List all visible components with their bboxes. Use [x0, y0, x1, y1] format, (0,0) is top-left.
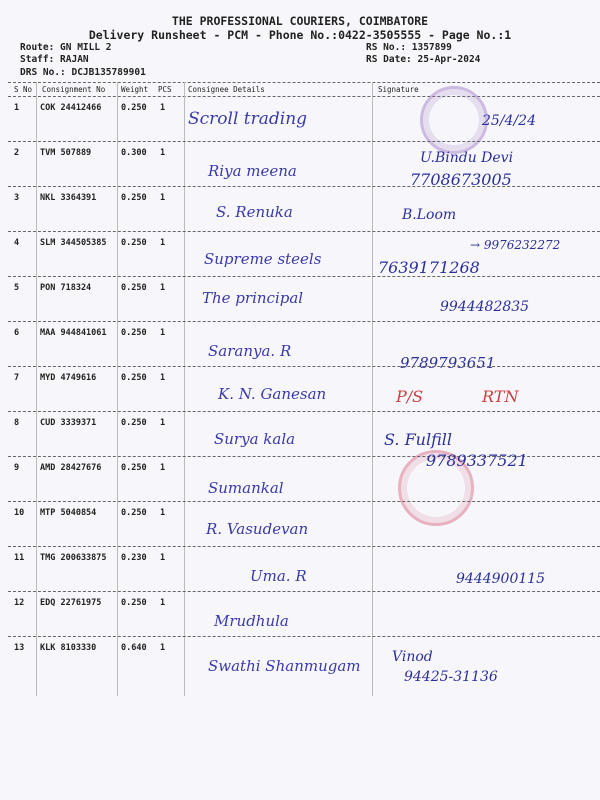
row-pcs: 1: [160, 418, 166, 428]
consignee-handwriting: The principal: [202, 289, 304, 307]
signature-note: S. Fulfill: [384, 430, 452, 449]
table-row: [0, 637, 600, 685]
row-sno: 4: [14, 238, 20, 248]
row-weight: 0.250: [121, 373, 147, 383]
row-weight: 0.250: [121, 463, 147, 473]
table-row: [0, 451, 600, 502]
staff-label: Staff: RAJAN: [20, 54, 89, 65]
signature-phone: 7639171268: [378, 258, 480, 277]
table-row: [0, 277, 600, 322]
row-weight: 0.300: [121, 148, 147, 158]
rs-date: RS Date: 25-Apr-2024: [366, 54, 481, 65]
row-consignment-no: AMD 28427676: [40, 463, 102, 473]
row-pcs: 1: [160, 508, 166, 518]
row-consignment-no: MTP 5040854: [40, 508, 97, 518]
route-label: Route: GN MILL 2: [20, 42, 112, 53]
signature-note: P/S: [396, 387, 424, 406]
column-header-consignee: Consignee Details: [188, 85, 265, 94]
row-sno: 13: [14, 643, 25, 653]
signature-phone: 94425-31136: [404, 669, 498, 685]
table-row: [0, 367, 600, 412]
row-consignment-no: KLK 8103330: [40, 643, 97, 653]
column-header-consignment: Consignment No: [42, 85, 106, 94]
row-weight: 0.250: [121, 283, 147, 293]
consignee-handwriting: Surya kala: [214, 430, 296, 448]
signature-phone: 9444900115: [456, 571, 546, 587]
signature-note: RTN: [482, 387, 519, 406]
signature-note: U.Bindu Devi: [420, 150, 514, 166]
table-row: [0, 97, 600, 142]
consignee-handwriting: Scroll trading: [188, 109, 308, 129]
row-pcs: 1: [160, 598, 166, 608]
row-sno: 3: [14, 193, 20, 203]
row-sno: 9: [14, 463, 20, 473]
rs-number: RS No.: 1357899: [366, 42, 452, 53]
consignee-handwriting: Sumankal: [208, 479, 284, 497]
row-weight: 0.250: [121, 238, 147, 248]
column-header-sno: S No: [14, 85, 33, 94]
table-row: [0, 187, 600, 232]
row-sno: 5: [14, 283, 20, 293]
signature-note: → 9976232272: [470, 238, 561, 252]
row-consignment-no: TVM 507889: [40, 148, 92, 158]
consignee-handwriting: K. N. Ganesan: [218, 385, 327, 403]
row-consignment-no: COK 24412466: [40, 103, 102, 113]
signature-phone: 9789337521: [426, 451, 528, 470]
row-sno: 11: [14, 553, 25, 563]
row-weight: 0.250: [121, 598, 147, 608]
row-pcs: 1: [160, 283, 166, 293]
signature-note: Vinod: [392, 649, 433, 665]
row-weight: 0.250: [121, 103, 147, 113]
company-name: THE PROFESSIONAL COURIERS, COIMBATORE: [171, 14, 429, 28]
row-weight: 0.250: [121, 508, 147, 518]
row-pcs: 1: [160, 553, 166, 563]
table-top-rule: [8, 82, 600, 83]
consignee-handwriting: S. Renuka: [216, 203, 293, 221]
row-pcs: 1: [160, 328, 166, 338]
row-consignment-no: PON 718324: [40, 283, 92, 293]
signature-phone: 9944482835: [440, 299, 530, 315]
table-row: [0, 502, 600, 547]
row-pcs: 1: [160, 193, 166, 203]
row-sno: 1: [14, 103, 20, 113]
row-consignment-no: MYD 4749616: [40, 373, 97, 383]
row-pcs: 1: [160, 148, 166, 158]
table-row: [0, 232, 600, 277]
consignee-handwriting: R. Vasudevan: [206, 520, 309, 538]
row-pcs: 1: [160, 463, 166, 473]
row-sno: 12: [14, 598, 25, 608]
row-pcs: 1: [160, 238, 166, 248]
row-weight: 0.250: [121, 193, 147, 203]
row-sno: 2: [14, 148, 20, 158]
row-weight: 0.230: [121, 553, 147, 563]
drs-number: DRS No.: DCJB135789901: [20, 67, 146, 78]
row-pcs: 1: [160, 373, 166, 383]
row-consignment-no: NKL 3364391: [40, 193, 97, 203]
row-weight: 0.250: [121, 328, 147, 338]
table-row: [0, 592, 600, 637]
column-header-signature: Signature: [378, 85, 419, 94]
row-consignment-no: TMG 200633875: [40, 553, 107, 563]
signature-phone: 7708673005: [410, 170, 512, 189]
signature-phone: 9789793651: [400, 354, 496, 372]
consignee-handwriting: Mrudhula: [214, 612, 289, 630]
row-sno: 8: [14, 418, 20, 428]
signature-note: 25/4/24: [482, 113, 536, 129]
table-row: [0, 322, 600, 372]
row-consignment-no: CUD 3339371: [40, 418, 97, 428]
signature-note: B.Loom: [402, 207, 457, 223]
column-header-pcs: PCS: [158, 85, 172, 94]
row-pcs: 1: [160, 103, 166, 113]
consignee-handwriting: Uma. R: [250, 567, 307, 585]
row-weight: 0.250: [121, 418, 147, 428]
row-weight: 0.640: [121, 643, 147, 653]
row-sno: 10: [14, 508, 25, 518]
row-consignment-no: EDQ 22761975: [40, 598, 102, 608]
consignee-handwriting: Swathi Shanmugam: [208, 657, 361, 675]
column-header-weight: Weight: [121, 85, 149, 94]
consignee-handwriting: Riya meena: [208, 162, 297, 180]
table-row: [0, 142, 600, 187]
consignee-handwriting: Supreme steels: [204, 250, 322, 268]
table-row: [0, 547, 600, 592]
row-consignment-no: MAA 944841061: [40, 328, 107, 338]
runsheet-title: Delivery Runsheet - PCM - Phone No.:0422-3505555 - Page No.:1: [88, 28, 512, 42]
row-pcs: 1: [160, 643, 166, 653]
consignee-handwriting: Saranya. R: [208, 342, 292, 360]
row-consignment-no: SLM 344505385: [40, 238, 107, 248]
row-sno: 7: [14, 373, 20, 383]
row-sno: 6: [14, 328, 20, 338]
